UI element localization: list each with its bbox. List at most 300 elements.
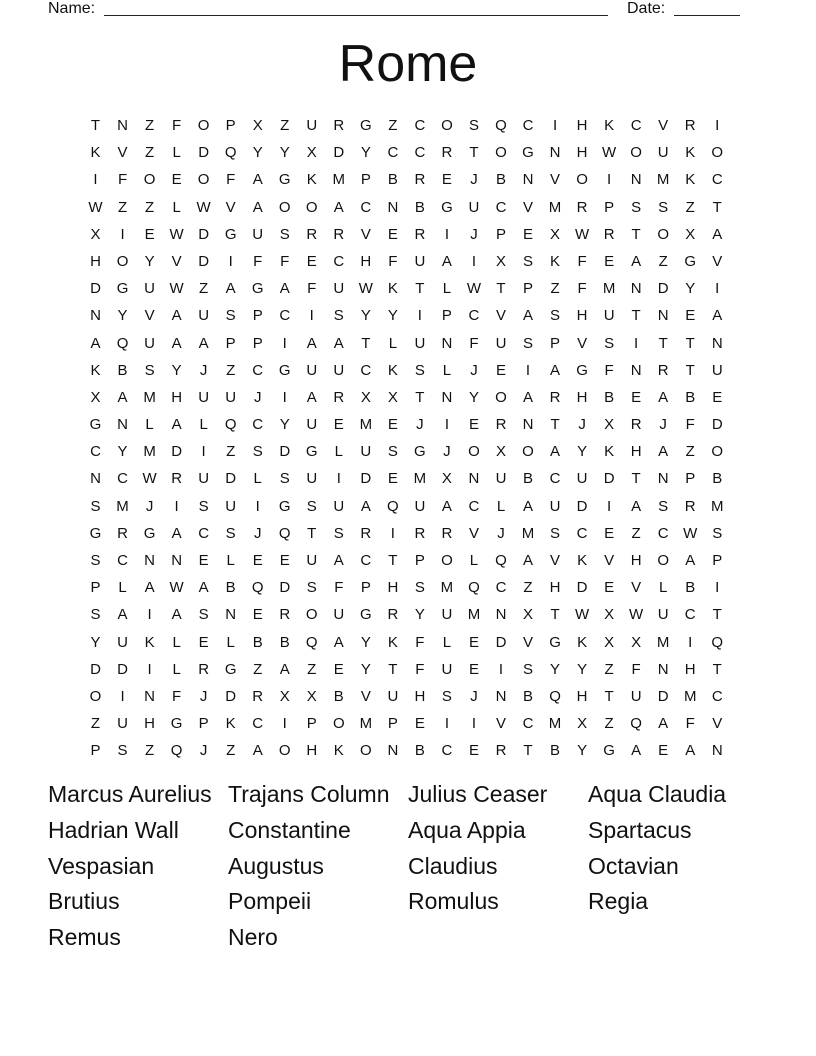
- grid-letter: Y: [144, 252, 155, 270]
- grid-letter: E: [387, 470, 398, 488]
- grid-letter: D: [657, 280, 669, 298]
- grid-letter: E: [198, 552, 209, 569]
- grid-letter: P: [252, 307, 263, 325]
- grid-letter: A: [198, 579, 209, 597]
- grid-letter: Y: [550, 660, 561, 678]
- grid-letter: V: [360, 687, 371, 705]
- grid-letter: F: [307, 280, 317, 298]
- grid-letter: U: [576, 470, 588, 488]
- grid-letter: O: [278, 742, 291, 760]
- grid-letter: S: [333, 307, 344, 325]
- grid-letter: I: [634, 334, 639, 352]
- grid-letter: G: [116, 280, 129, 298]
- grid-letter: I: [120, 225, 125, 243]
- grid-letter: H: [630, 552, 642, 569]
- grid-letter: L: [172, 633, 181, 651]
- grid-letter: Y: [117, 443, 128, 461]
- grid-letter: L: [118, 579, 127, 597]
- grid-letter: U: [630, 687, 642, 705]
- grid-letter: O: [89, 687, 102, 705]
- grid-letter: R: [603, 225, 615, 243]
- grid-letter: P: [414, 552, 425, 569]
- grid-letter: G: [359, 117, 372, 134]
- grid-letter: Y: [685, 280, 696, 298]
- grid-letter: F: [117, 171, 128, 189]
- grid-letter: S: [414, 579, 425, 597]
- grid-letter: E: [468, 742, 479, 760]
- grid-letter: P: [360, 579, 371, 597]
- grid-letter: U: [468, 198, 480, 216]
- grid-letter: Z: [253, 660, 263, 678]
- grid-letter: S: [225, 524, 236, 542]
- grid-letter: G: [170, 715, 183, 733]
- grid-letter: F: [631, 660, 641, 678]
- grid-letter: H: [414, 687, 426, 705]
- grid-letter: F: [334, 579, 344, 597]
- grid-letter: O: [197, 171, 210, 189]
- grid-letter: A: [117, 388, 128, 406]
- grid-letter: G: [576, 361, 588, 379]
- grid-letter: N: [387, 742, 399, 760]
- grid-letter: B: [117, 361, 128, 379]
- grid-letter: U: [306, 470, 318, 488]
- grid-letter: A: [658, 715, 669, 733]
- grid-letter: A: [631, 742, 642, 760]
- grid-letter: K: [577, 633, 588, 651]
- grid-letter: I: [282, 715, 287, 733]
- grid-letter: N: [495, 606, 507, 624]
- grid-letter: W: [169, 579, 184, 597]
- grid-letter: A: [252, 742, 263, 760]
- grid-letter: A: [171, 524, 182, 542]
- grid-letter: A: [658, 443, 669, 461]
- grid-letter: X: [604, 416, 615, 434]
- grid-row: [82, 574, 742, 601]
- grid-letter: R: [333, 225, 345, 243]
- page-title: Rome: [338, 35, 478, 93]
- grid-letter: S: [468, 117, 479, 134]
- grid-letter: F: [172, 117, 182, 134]
- grid-letter: Y: [577, 660, 588, 678]
- grid-letter: Z: [226, 443, 236, 461]
- grid-letter: N: [90, 470, 101, 488]
- grid-letter: Z: [604, 715, 614, 733]
- grid-letter: T: [361, 334, 371, 352]
- grid-letter: A: [550, 361, 561, 379]
- grid-letter: A: [225, 280, 236, 298]
- grid-letter: S: [117, 742, 128, 760]
- grid-letter: X: [387, 388, 398, 406]
- grid-letter: L: [469, 552, 479, 569]
- grid-letter: S: [306, 497, 317, 515]
- grid-letter: G: [603, 742, 615, 760]
- grid-row: [82, 601, 742, 628]
- grid-letter: F: [388, 252, 398, 270]
- grid-letter: R: [441, 144, 453, 162]
- grid-letter: U: [306, 552, 318, 569]
- grid-letter: O: [522, 443, 534, 461]
- grid-row: [82, 547, 742, 574]
- grid-letter: S: [279, 225, 290, 243]
- grid-letter: E: [604, 252, 615, 270]
- grid-letter: O: [359, 742, 372, 760]
- grid-letter: I: [525, 361, 531, 379]
- grid-letter: J: [145, 497, 154, 515]
- grid-letter: Q: [495, 552, 507, 569]
- grid-letter: A: [441, 252, 452, 270]
- grid-letter: B: [550, 742, 561, 760]
- grid-letter: C: [90, 443, 101, 461]
- grid-letter: W: [358, 280, 373, 298]
- grid-letter: A: [306, 334, 317, 352]
- grid-letter: S: [252, 443, 263, 461]
- grid-letter: D: [117, 660, 128, 678]
- grid-letter: X: [577, 715, 588, 733]
- grid-letter: Q: [224, 144, 237, 162]
- grid-letter: B: [604, 388, 615, 406]
- grid-letter: P: [360, 171, 371, 189]
- grid-letter: X: [495, 443, 506, 461]
- grid-letter: M: [143, 388, 156, 406]
- grid-letter: N: [630, 280, 642, 298]
- grid-row: [82, 656, 742, 683]
- grid-letter: I: [607, 497, 612, 515]
- grid-letter: U: [333, 497, 345, 515]
- grid-letter: S: [712, 524, 723, 542]
- grid-letter: O: [630, 144, 642, 162]
- name-field-line[interactable]: [104, 15, 608, 16]
- grid-letter: L: [442, 361, 452, 379]
- word-list-item: Brutius: [48, 888, 120, 915]
- grid-letter: U: [603, 307, 615, 325]
- grid-letter: O: [441, 552, 453, 569]
- grid-letter: A: [279, 660, 290, 678]
- word-list-item: Constantine: [228, 816, 351, 843]
- word-list-item: Claudius: [408, 852, 498, 879]
- grid-letter: U: [657, 606, 669, 624]
- grid-letter: T: [307, 524, 317, 542]
- grid-letter: Y: [90, 633, 101, 651]
- grid-letter: K: [90, 361, 101, 379]
- grid-letter: A: [117, 606, 128, 624]
- grid-letter: B: [495, 171, 506, 189]
- grid-letter: T: [523, 742, 533, 760]
- grid-letter: B: [523, 687, 534, 705]
- grid-row: [82, 683, 742, 710]
- grid-letter: P: [712, 552, 723, 569]
- grid-letter: I: [93, 171, 98, 189]
- grid-letter: A: [685, 552, 696, 569]
- grid-letter: Y: [360, 660, 371, 678]
- grid-letter: V: [360, 225, 371, 243]
- grid-letter: H: [576, 117, 588, 134]
- date-field-line[interactable]: [674, 15, 740, 16]
- grid-letter: W: [142, 470, 157, 488]
- grid-letter: H: [576, 307, 588, 325]
- grid-letter: A: [333, 633, 344, 651]
- grid-letter: D: [279, 443, 291, 461]
- grid-letter: L: [226, 633, 235, 651]
- grid-letter: S: [90, 552, 101, 569]
- grid-letter: S: [90, 606, 101, 624]
- grid-letter: X: [360, 388, 371, 406]
- grid-letter: K: [306, 171, 317, 189]
- grid-letter: O: [576, 171, 588, 189]
- grid-letter: I: [282, 388, 287, 406]
- grid-letter: U: [549, 497, 561, 515]
- grid-letter: G: [278, 497, 291, 515]
- grid-letter: I: [390, 524, 395, 542]
- grid-letter: H: [630, 443, 642, 461]
- grid-row: [82, 438, 742, 465]
- grid-letter: E: [252, 606, 263, 624]
- grid-letter: M: [467, 606, 481, 624]
- grid-letter: I: [147, 660, 152, 678]
- grid-letter: N: [630, 171, 642, 189]
- grid-letter: E: [685, 307, 696, 325]
- grid-letter: Z: [90, 715, 101, 733]
- grid-letter: D: [90, 280, 101, 298]
- grid-letter: K: [550, 252, 561, 270]
- grid-letter: U: [198, 307, 210, 325]
- grid-letter: Z: [144, 198, 155, 216]
- grid-letter: Q: [630, 715, 642, 733]
- grid-letter: E: [387, 225, 398, 243]
- grid-letter: J: [416, 416, 424, 434]
- grid-letter: T: [388, 660, 398, 678]
- grid-letter: U: [414, 334, 426, 352]
- grid-letter: S: [523, 334, 534, 352]
- grid-letter: A: [90, 334, 101, 352]
- grid-letter: I: [607, 171, 612, 189]
- grid-letter: M: [710, 497, 724, 515]
- grid-letter: C: [441, 742, 453, 760]
- grid-letter: A: [712, 225, 723, 243]
- word-list-item: Hadrian Wall: [48, 816, 179, 843]
- grid-letter: I: [715, 117, 720, 134]
- grid-letter: D: [576, 497, 588, 515]
- grid-letter: X: [306, 687, 317, 705]
- name-label: Name:: [48, 0, 96, 17]
- grid-letter: I: [309, 307, 314, 325]
- grid-letter: C: [252, 715, 264, 733]
- word-list-item: Octavian: [588, 852, 679, 879]
- grid-letter: O: [305, 606, 318, 624]
- grid-letter: O: [143, 171, 156, 189]
- grid-letter: I: [417, 307, 422, 325]
- grid-letter: A: [333, 198, 344, 216]
- grid-letter: V: [117, 144, 128, 162]
- grid-letter: N: [711, 334, 723, 352]
- grid-row: [82, 493, 742, 520]
- grid-letter: X: [90, 388, 101, 406]
- grid-letter: W: [88, 198, 103, 216]
- grid-row: [82, 194, 742, 221]
- grid-letter: W: [574, 225, 590, 243]
- grid-letter: Y: [279, 416, 290, 434]
- grid-letter: Y: [577, 443, 588, 461]
- grid-row: [82, 411, 742, 438]
- grid-letter: N: [468, 470, 480, 488]
- grid-letter: K: [387, 633, 398, 651]
- grid-letter: E: [414, 715, 425, 733]
- word-list-item: Romulus: [408, 888, 499, 915]
- grid-letter: P: [685, 470, 696, 488]
- grid-letter: Y: [387, 307, 398, 325]
- grid-letter: N: [495, 687, 507, 705]
- grid-letter: G: [549, 633, 561, 651]
- grid-letter: B: [685, 579, 696, 597]
- grid-letter: J: [253, 524, 262, 542]
- grid-letter: A: [171, 606, 182, 624]
- grid-letter: R: [657, 361, 669, 379]
- grid-letter: V: [523, 198, 534, 216]
- grid-letter: D: [90, 660, 101, 678]
- grid-letter: G: [414, 443, 426, 461]
- grid-letter: H: [306, 742, 318, 760]
- grid-letter: C: [360, 198, 372, 216]
- grid-letter: Q: [116, 334, 129, 352]
- grid-letter: J: [199, 687, 208, 705]
- grid-letter: T: [712, 198, 722, 216]
- grid-letter: V: [144, 307, 155, 325]
- grid-letter: R: [684, 497, 696, 515]
- grid-letter: S: [550, 524, 561, 542]
- grid-letter: F: [226, 171, 236, 189]
- grid-letter: Y: [360, 633, 371, 651]
- grid-letter: N: [144, 687, 155, 705]
- grid-letter: D: [576, 579, 588, 597]
- grid-letter: O: [495, 144, 507, 162]
- grid-letter: E: [387, 416, 398, 434]
- grid-letter: M: [440, 579, 454, 597]
- grid-letter: A: [306, 388, 317, 406]
- grid-letter: K: [577, 552, 588, 569]
- grid-letter: A: [171, 334, 182, 352]
- grid-letter: P: [495, 225, 506, 243]
- grid-letter: Z: [280, 117, 290, 134]
- grid-letter: S: [144, 361, 155, 379]
- grid-letter: T: [631, 225, 641, 243]
- grid-letter: Y: [252, 144, 263, 162]
- grid-letter: Q: [549, 687, 561, 705]
- grid-letter: P: [90, 742, 101, 760]
- grid-letter: L: [253, 470, 262, 488]
- grid-letter: M: [359, 416, 373, 434]
- grid-letter: N: [387, 198, 399, 216]
- grid-letter: A: [685, 742, 696, 760]
- grid-letter: U: [495, 334, 507, 352]
- word-list-item: Regia: [588, 888, 649, 915]
- grid-letter: I: [715, 280, 720, 298]
- grid-letter: K: [387, 280, 398, 298]
- grid-letter: U: [333, 606, 345, 624]
- grid-letter: X: [495, 252, 506, 270]
- grid-letter: C: [522, 117, 534, 134]
- grid-letter: T: [90, 117, 101, 134]
- grid-letter: I: [174, 497, 179, 515]
- grid-letter: L: [226, 552, 235, 569]
- grid-letter: C: [117, 470, 128, 488]
- grid-letter: L: [172, 144, 181, 162]
- grid-letter: H: [90, 252, 101, 270]
- grid-letter: Z: [226, 742, 236, 760]
- grid-letter: X: [604, 606, 615, 624]
- grid-letter: U: [414, 497, 426, 515]
- grid-letter: L: [334, 443, 343, 461]
- grid-letter: Z: [604, 660, 614, 678]
- grid-letter: Z: [631, 524, 641, 542]
- grid-letter: Z: [523, 579, 533, 597]
- grid-letter: V: [523, 633, 534, 651]
- grid-letter: N: [441, 334, 453, 352]
- grid-letter: Y: [360, 144, 371, 162]
- grid-letter: X: [306, 144, 317, 162]
- grid-letter: I: [552, 117, 558, 134]
- grid-letter: C: [684, 606, 696, 624]
- grid-letter: K: [685, 144, 696, 162]
- grid-letter: J: [253, 388, 262, 406]
- grid-letter: L: [659, 579, 668, 597]
- grid-letter: L: [496, 497, 506, 515]
- grid-letter: R: [279, 606, 291, 624]
- grid-letter: D: [198, 144, 210, 162]
- grid-letter: M: [143, 443, 156, 461]
- grid-letter: A: [360, 497, 371, 515]
- grid-letter: S: [279, 470, 290, 488]
- grid-letter: E: [658, 742, 669, 760]
- grid-letter: L: [199, 416, 208, 434]
- grid-letter: K: [685, 171, 696, 189]
- grid-letter: X: [631, 633, 642, 651]
- grid-row: [82, 520, 742, 547]
- grid-row: [82, 112, 742, 139]
- grid-letter: Z: [144, 144, 155, 162]
- grid-letter: A: [441, 497, 452, 515]
- grid-letter: M: [413, 470, 427, 488]
- grid-letter: I: [255, 497, 260, 515]
- grid-letter: D: [198, 252, 210, 270]
- grid-letter: T: [685, 361, 695, 379]
- grid-letter: C: [360, 361, 372, 379]
- grid-letter: L: [442, 633, 452, 651]
- grid-letter: E: [604, 524, 615, 542]
- grid-letter: C: [576, 524, 588, 542]
- grid-letter: Y: [117, 307, 128, 325]
- grid-letter: N: [117, 416, 128, 434]
- grid-letter: H: [576, 388, 588, 406]
- grid-letter: T: [496, 280, 506, 298]
- grid-letter: D: [198, 225, 210, 243]
- grid-letter: O: [197, 117, 210, 134]
- grid-letter: Z: [144, 117, 155, 134]
- grid-letter: N: [657, 660, 669, 678]
- grid-letter: E: [171, 171, 182, 189]
- grid-letter: N: [522, 171, 534, 189]
- grid-letter: S: [631, 198, 642, 216]
- grid-letter: U: [360, 443, 372, 461]
- grid-letter: X: [604, 633, 615, 651]
- grid-letter: M: [683, 687, 697, 705]
- grid-letter: T: [388, 552, 398, 569]
- grid-letter: M: [602, 280, 616, 298]
- grid-letter: I: [201, 443, 206, 461]
- grid-letter: V: [577, 334, 588, 352]
- grid-letter: A: [658, 388, 669, 406]
- grid-letter: A: [279, 280, 290, 298]
- grid-letter: U: [198, 388, 210, 406]
- grid-letter: X: [523, 606, 534, 624]
